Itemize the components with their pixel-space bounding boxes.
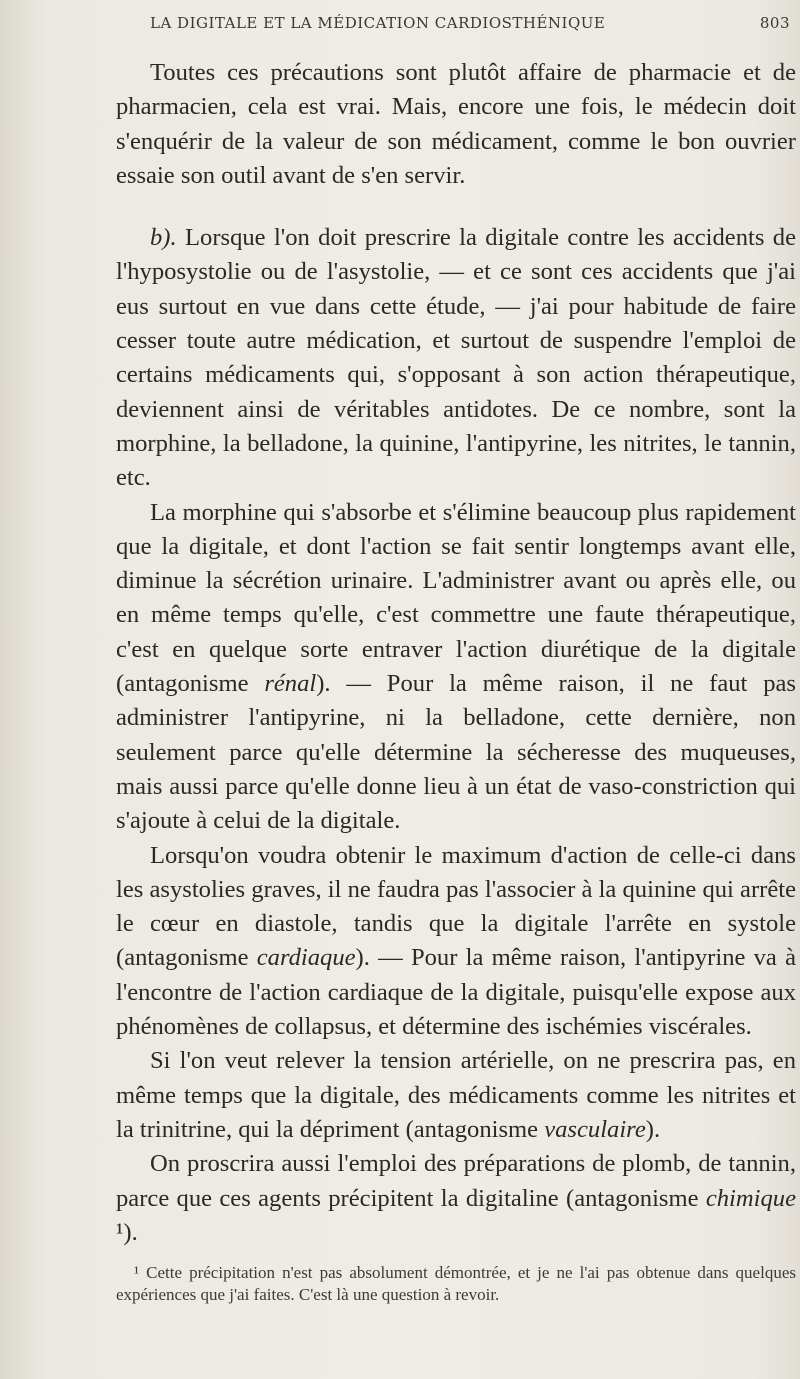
running-title: LA DIGITALE ET LA MÉDICATION CARDIOSTHÉNIQUE [150, 14, 606, 32]
paragraph-5: Si l'on veut relever la tension artérielle, on ne prescrira pas, en même temps que la digitale, des médicaments comme les nitrites et la trinitrine, qui la dépriment (antagonisme vasculaire). [116, 1047, 796, 1143]
paragraph-3: La morphine qui s'absorbe et s'élimine beaucoup plus rapidement que la digitale, et dont l'action se fait sentir longtemps avant elle, diminue la sécrétion urinaire. L'administrer avant ou après elle, ou en même temps qu'elle, c'est commettre une faute thérapeutique, c'est en quelque sorte entraver l'action diurétique de la digitale (antagonisme rénal). — Pour la même raison, il ne faut pas administrer l'antipyrine, ni la belladone, cette dernière, non seulement parce qu'elle détermine la sécheresse des muqueuses, mais aussi parce qu'elle donne lieu à un état de vaso-constriction qui s'ajoute à celui de la digitale. [116, 498, 796, 835]
paragraph-6: On proscrira aussi l'emploi des préparations de plomb, de tannin, parce que ces agents précipitent la digitaline (antagonisme chimique ¹). [116, 1150, 796, 1246]
emphasis-vasculaire: vasculaire [544, 1115, 646, 1143]
emphasis-cardiaque: cardiaque [256, 944, 356, 972]
emphasis-renal: rénal [264, 670, 317, 698]
paragraph-4: Lorsqu'on voudra obtenir le maximum d'action de celle-ci dans les asystolies graves, il ne faudra pas l'associer à la quinine qui arrête le cœur en diastole, tandis que la digitale l'arrête en systole (antagonisme cardiaque). — Pour la même raison, l'antipyrine va à l'encontre de l'action cardiaque de la digitale, puisqu'elle expose aux phénomènes de collapsus, et détermine des ischémies viscérales. [116, 841, 797, 1041]
paragraph-1: Toutes ces précautions sont plutôt affaire de pharmacie et de pharmacien, cela est vrai. Mais, encore une fois, le médecin doit s'enquérir de la valeur de son médicament, comme le bon ouvrier essaie son outil avant de s'en servir. [116, 59, 796, 189]
body-text [116, 56, 796, 1250]
paragraph-2: b). Lorsque l'on doit prescrire la digitale contre les accidents de l'hyposystolie ou de l'asystolie, — et ce sont ces accidents que j'ai eus surtout en vue dans cette étude, — j'ai pour habitude de faire cesser toute autre médication, et surtout de suspendre l'emploi de certains médicaments qui, s'opposant à son action thérapeutique, deviennent ainsi de véritables antidotes. De ce nombre, sont la morphine, la belladone, la quinine, l'antipyrine, les nitrites, le tannin, etc. [116, 224, 796, 492]
section-marker: b). [150, 224, 185, 252]
page-number: 803 [759, 14, 790, 32]
emphasis-chimique: chimique [705, 1184, 796, 1212]
footnote [116, 1262, 796, 1306]
running-header [150, 14, 790, 38]
footnote-text: ¹ Cette précipitation n'est pas absolument démontrée, et je ne l'ai pas obtenue dans quelques expériences que j'ai faites. C'est là une question à revoir. [116, 1263, 796, 1304]
